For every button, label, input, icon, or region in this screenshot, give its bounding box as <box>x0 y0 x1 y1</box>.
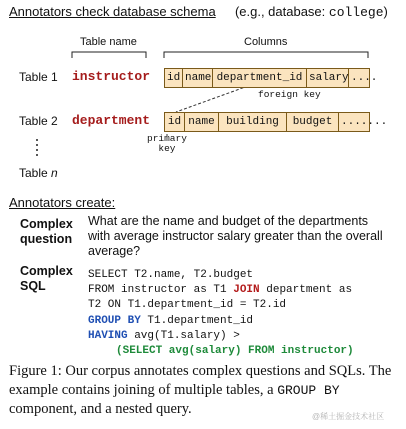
schema-heading-example-prefix: (e.g., database: <box>234 4 329 19</box>
sql-line-2 <box>88 283 354 298</box>
caption-code: GROUP BY <box>277 383 340 398</box>
sql-line-1: SELECT T2.name, T2.budget <box>88 269 254 281</box>
complex-sql-line-1: Complex <box>20 264 73 278</box>
sql-line-4 <box>88 314 354 329</box>
sql-having-condition: avg(T1.salary) > <box>127 329 240 342</box>
sql-block <box>88 268 354 359</box>
dot <box>36 154 38 156</box>
sql-from: FROM instructor as T1 <box>88 284 234 297</box>
column-more: ....... <box>341 116 388 128</box>
sql-having-keyword: HAVING <box>88 329 128 342</box>
sql-line-5 <box>88 329 354 344</box>
caption-text-2: component, and a nested query. <box>9 401 192 417</box>
column-name: name <box>183 69 213 87</box>
columns-bracket <box>164 52 368 58</box>
table-2-name: department <box>72 113 151 128</box>
column-name: name <box>185 113 219 131</box>
primary-label: primary <box>147 133 187 144</box>
complex-question-line-2: question <box>20 232 73 246</box>
columns-label: Columns <box>244 36 288 48</box>
column-building: building <box>219 113 287 131</box>
sql-line-3: T2 ON T1.department_id = T2.id <box>88 299 287 312</box>
complex-question-label <box>20 217 73 247</box>
table-2-columns <box>164 112 388 132</box>
sql-join-keyword: JOIN <box>233 284 260 297</box>
dot <box>36 149 38 151</box>
schema-heading-main: Annotators check database schema <box>9 4 216 19</box>
caption-text-1: Figure 1: Our corpus annotates complex questions and SQLs. The example contains joining of multiple tables, a <box>9 363 392 398</box>
table-n-label <box>19 166 58 180</box>
table-name-label: Table name <box>80 36 137 48</box>
column-id: id <box>165 113 185 131</box>
column-id: id <box>165 69 183 87</box>
column-department-id: department_id <box>213 69 307 87</box>
table-1-name: instructor <box>72 69 151 84</box>
sql-join-table: department as <box>259 284 353 297</box>
question-text: What are the name and budget of the departments with average instructor salary greater than the overall average? <box>88 214 383 258</box>
column-salary: salary <box>307 69 349 87</box>
table-2-label: Table 2 <box>19 114 58 128</box>
sql-line-6: (SELECT avg(salary) FROM instructor) <box>116 345 354 358</box>
annotators-create-heading: Annotators create: <box>9 195 116 210</box>
schema-heading-example-suffix: ) <box>383 4 388 19</box>
complex-sql-label <box>20 264 73 294</box>
table-name-bracket <box>72 52 146 58</box>
table-n-text: Table n <box>19 166 58 180</box>
complex-question-line-1: Complex <box>20 217 73 231</box>
key-label: key <box>158 143 176 154</box>
dot <box>36 144 38 146</box>
sql-group-by-column: T1.department_id <box>140 314 254 327</box>
foreign-key-label: foreign key <box>258 89 321 100</box>
schema-heading-db: college <box>328 5 384 20</box>
table-1-columns <box>164 68 378 88</box>
watermark: @稀土掘金技术社区 <box>312 412 385 421</box>
column-more: .... <box>351 72 378 84</box>
column-budget: budget <box>287 113 339 131</box>
foreign-key-link <box>176 86 248 112</box>
primary-key-label <box>147 134 187 154</box>
table-1-label: Table 1 <box>19 70 58 84</box>
sql-group-by-keyword: GROUP BY <box>88 314 141 327</box>
schema-annotations <box>0 0 406 180</box>
dot <box>36 139 38 141</box>
complex-sql-line-2: SQL <box>20 279 46 293</box>
